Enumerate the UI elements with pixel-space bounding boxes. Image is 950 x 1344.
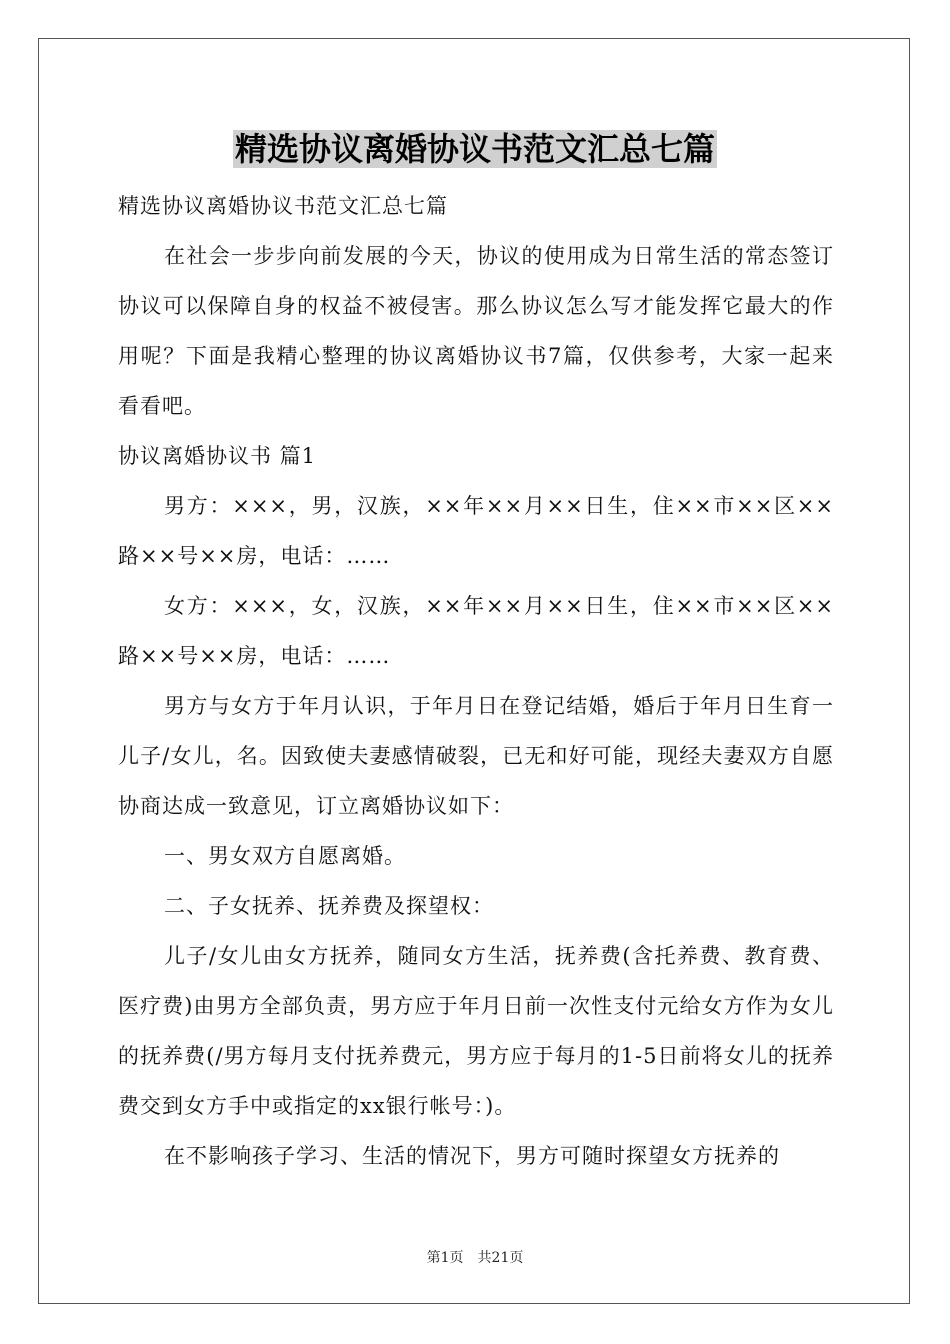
page-number: 第1页	[426, 1250, 464, 1266]
document-title-text: 精选协议离婚协议书范文汇总七篇	[234, 130, 715, 168]
paragraph-male-party: 男方：×××，男，汉族，××年××月××日生，住××市××区××路××号××房，电话：……	[118, 494, 834, 568]
document-body	[118, 181, 834, 1181]
paragraph-visitation: 在不影响孩子学习、生活的情况下，男方可随时探望女方抚养的	[164, 1144, 780, 1168]
paragraph-female-party: 女方：×××，女，汉族，××年××月××日生，住××市××区××路××号××房，电话：……	[118, 594, 834, 668]
section-heading: 协议离婚协议书 篇1	[118, 444, 317, 468]
paragraph-1: 精选协议离婚协议书范文汇总七篇	[118, 194, 448, 218]
page-footer	[0, 1247, 950, 1267]
paragraph-marriage: 男方与女方于年月认识，于年月日在登记结婚，婚后于年月日生育一儿子/女儿，名。因致使夫妻感情破裂，已无和好可能，现经夫妻双方自愿协商达成一致意见，订立离婚协议如下：	[118, 694, 834, 818]
paragraph-clause-1: 一、男女双方自愿离婚。	[164, 844, 406, 868]
paragraph-2: 在社会一步步向前发展的今天，协议的使用成为日常生活的常态签订协议可以保障自身的权益不被侵害。那么协议怎么写才能发挥它最大的作用呢？下面是我精心整理的协议离婚协议书7篇，仅供参考，大家一起来看看吧。	[118, 244, 834, 418]
page-total: 共21页	[477, 1250, 524, 1266]
paragraph-custody: 儿子/女儿由女方抚养，随同女方生活，抚养费(含托养费、教育费、医疗费)由男方全部负责，男方应于年月日前一次性支付元给女方作为女儿的抚养费(/男方每月支付抚养费元，男方应于每月的1-5日前将女儿的抚养费交到女方手中或指定的xx银行帐号：)。	[118, 944, 834, 1118]
document-title	[0, 127, 950, 171]
paragraph-clause-2: 二、子女抚养、抚养费及探望权：	[164, 894, 494, 918]
